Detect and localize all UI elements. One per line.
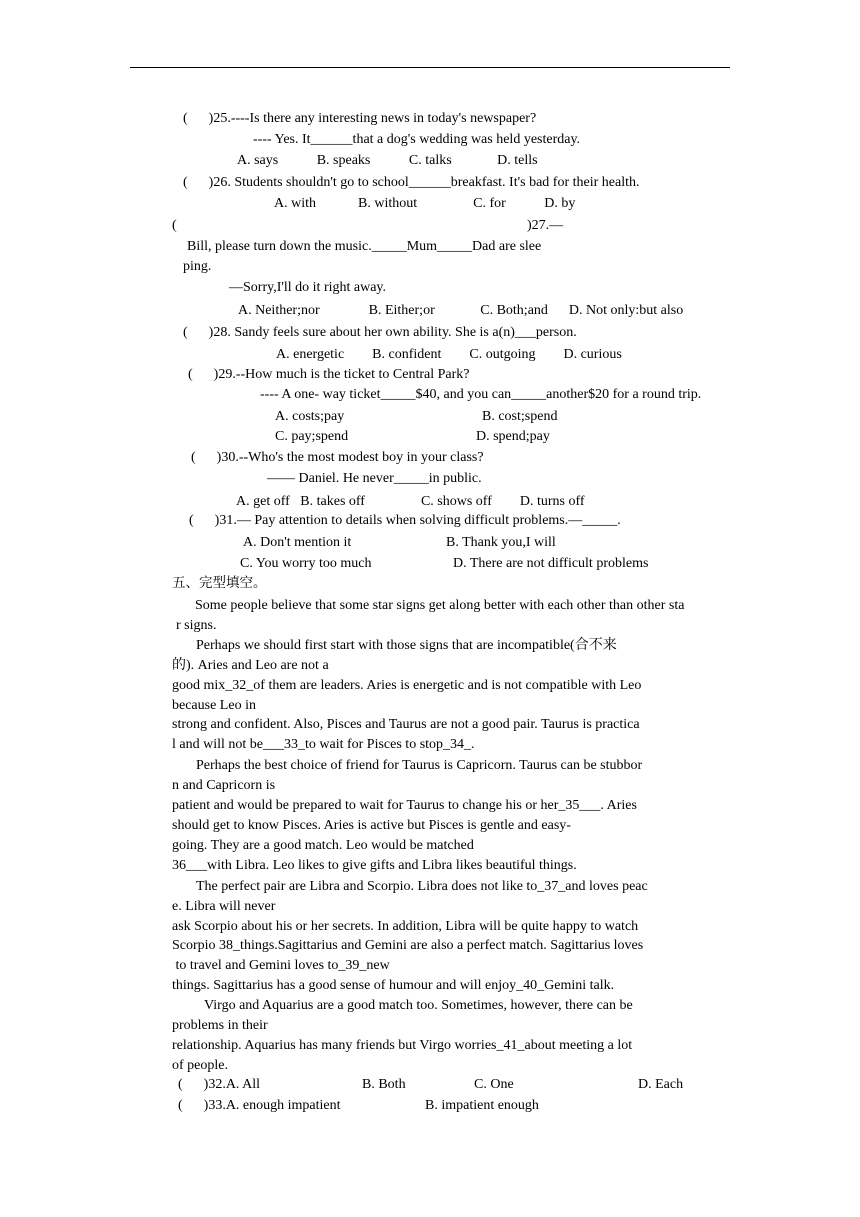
question-32-option-c: C. One [474,1077,514,1092]
question-25: ( )25.----Is there any interesting news in today's newspaper? [183,111,537,126]
question-29: ( )29.--How much is the ticket to Central Park? [188,367,470,382]
passage-line: l and will not be___33_to wait for Pisces to stop_34_. [172,737,475,752]
passage-line: r signs. [176,618,217,633]
question-31-option-b: B. Thank you,I will [446,535,556,550]
passage-line: good mix_32_of them are leaders. Aries is energetic and is not compatible with Leo [172,678,642,693]
passage-line: problems in their [172,1018,268,1033]
passage-line: because Leo in [172,698,256,713]
question-27-answer: —Sorry,I'll do it right away. [229,280,387,295]
passage-line: 36___with Libra. Leo likes to give gifts and Libra likes beautiful things. [172,858,577,873]
question-31-option-d: D. There are not difficult problems [453,556,649,571]
passage-line: strong and confident. Also, Pisces and Taurus are not a good pair. Taurus is practica [172,717,640,732]
question-27-number: )27.— [527,218,564,233]
passage-line: The perfect pair are Libra and Scorpio. Libra does not like to_37_and loves peac [196,879,648,894]
passage-line: relationship. Aquarius has many friends but Virgo worries_41_about meeting a lot [172,1038,633,1053]
question-30-answer: —— Daniel. He never_____in public. [267,471,482,486]
question-29-answer: ---- A one- way ticket_____$40, and you can_____another$20 for a round trip. [260,387,702,402]
passage-line: patient and would be prepared to wait for Taurus to change his or her_35___. Aries [172,798,637,813]
passage-line: Some people believe that some star signs get along better with each other than other sta [195,598,685,613]
question-30-options: A. get off B. takes off C. shows off D. turns off [236,494,585,509]
question-31: ( )31.— Pay attention to details when solving difficult problems.—_____. [189,513,621,528]
question-28: ( )28. Sandy feels sure about her own ability. She is a(n)___person. [183,325,577,340]
question-27-cont: ping. [183,259,212,274]
passage-line: of people. [172,1058,228,1073]
question-33-option-b: B. impatient enough [425,1098,539,1113]
header-rule [130,67,730,68]
passage-line: Virgo and Aquarius are a good match too. Sometimes, however, there can be [204,998,633,1013]
question-29-option-d: D. spend;pay [476,429,550,444]
passage-line: e. Libra will never [172,899,276,914]
question-27-paren: ( [172,218,177,233]
question-25-options: A. says B. speaks C. talks D. tells [237,153,538,168]
question-32-option-b: B. Both [362,1077,406,1092]
passage-line: Scorpio 38_things.Sagittarius and Gemini are also a perfect match. Sagittarius loves [172,938,644,953]
question-29-option-b: B. cost;spend [482,409,558,424]
passage-line: things. Sagittarius has a good sense of humour and will enjoy_40_Gemini talk. [172,978,615,993]
question-30: ( )30.--Who's the most modest boy in your class? [191,450,484,465]
passage-line: n and Capricorn is [172,778,276,793]
question-25-answer: ---- Yes. It______that a dog's wedding was held yesterday. [253,132,581,147]
question-33: ( )33.A. enough impatient [178,1098,341,1113]
question-27: Bill, please turn down the music._____Mum_____Dad are slee [187,239,542,254]
question-31-option-c: C. You worry too much [240,556,372,571]
question-29-option-a: A. costs;pay [275,409,345,424]
question-26-options: A. with B. without C. for D. by [274,196,576,211]
question-32-option-d: D. Each [638,1077,684,1092]
passage-line: to travel and Gemini loves to_39_new [172,958,390,973]
passage-line: 的). Aries and Leo are not a [172,658,329,673]
question-27-options: A. Neither;nor B. Either;or C. Both;and D. Not only:but also [238,303,684,318]
passage-line: should get to know Pisces. Aries is active but Pisces is gentle and easy- [172,818,571,833]
question-31-option-a: A. Don't mention it [243,535,352,550]
passage-line: going. They are a good match. Leo would be matched [172,838,474,853]
section-heading: 五、完型填空。 [172,575,267,591]
passage-line: ask Scorpio about his or her secrets. In addition, Libra will be quite happy to watch [172,919,639,934]
question-28-options: A. energetic B. confident C. outgoing D. curious [276,347,622,362]
question-26: ( )26. Students shouldn't go to school______breakfast. It's bad for their health. [183,175,640,190]
passage-line: Perhaps the best choice of friend for Taurus is Capricorn. Taurus can be stubbor [196,758,643,773]
passage-line: Perhaps we should first start with those signs that are incompatible(合不来 [196,638,617,653]
question-29-option-c: C. pay;spend [275,429,349,444]
question-32: ( )32.A. All [178,1077,261,1092]
